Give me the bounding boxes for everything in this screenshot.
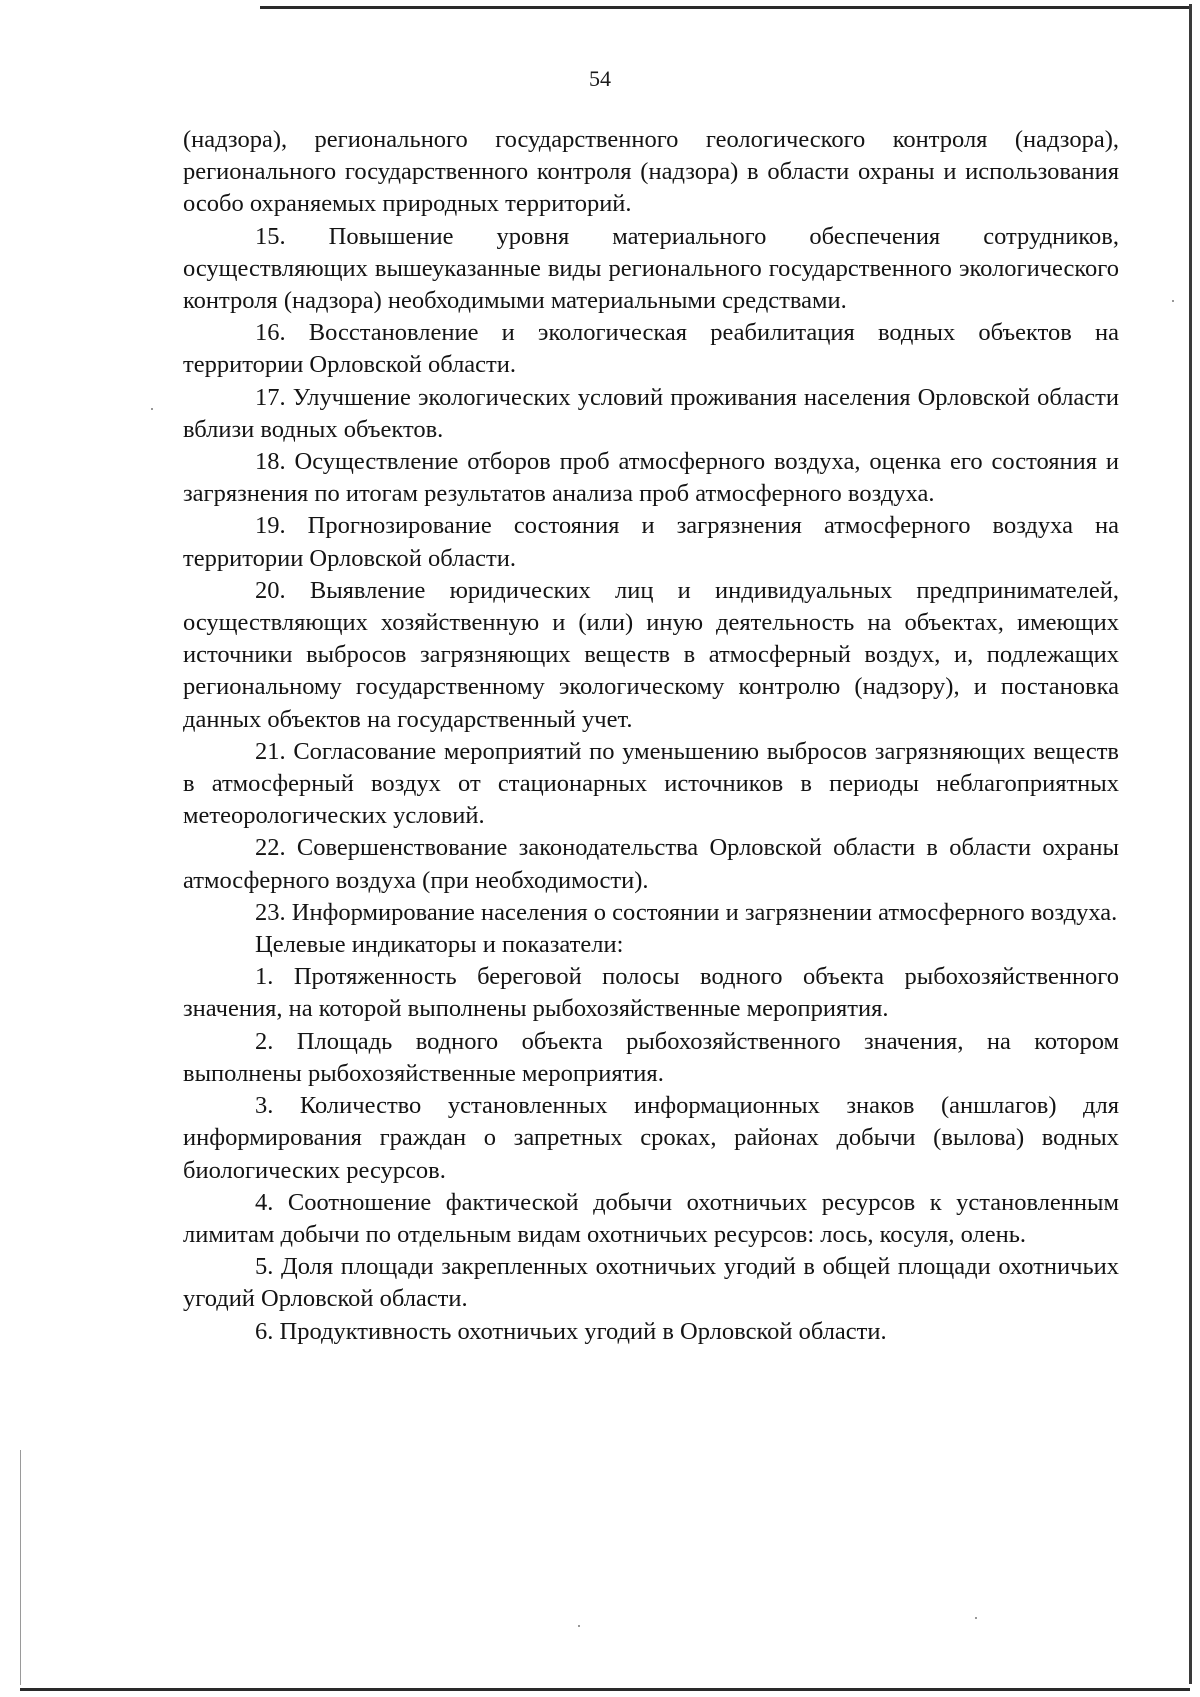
scan-speck (1172, 300, 1174, 302)
paragraph: 20. Выявление юридических лиц и индивидуальных предпринимателей, осуществляющих хозяйственную и (или) иную деятельность на объектах, имеющих источники выбросов загрязняющих веществ в атмосферный воздух, и, подлежащих региональному государственному экологическому контролю (надзору), и постановка данных объектов на государственный учет. (183, 576, 1119, 733)
paragraph: 1. Протяженность береговой полосы водного объекта рыбохозяйственного значения, на которой выполнены рыбохозяйственные мероприятия. (183, 963, 1119, 1023)
document-body (183, 124, 1119, 1348)
page-number: 54 (589, 66, 611, 91)
paragraph: 3. Количество установленных информационных знаков (аншлагов) для информирования граждан о запретных сроках, районах добычи (вылова) водных биологических ресурсов. (183, 1092, 1119, 1184)
scan-edge-bottom (20, 1688, 1190, 1691)
paragraph: 18. Осуществление отборов проб атмосферного воздуха, оценка его состояния и загрязнения по итогам результатов анализа проб атмосферного воздуха. (183, 448, 1119, 508)
paragraph: 23. Информирование населения о состоянии и загрязнении атмосферного воздуха. (255, 898, 1118, 926)
paragraph: 21. Согласование мероприятий по уменьшению выбросов загрязняющих веществ в атмосферный воздух от стационарных источников в периоды неблагоприятных метеорологических условий. (183, 737, 1119, 830)
paragraph: (надзора), регионального государственного геологического контроля (надзора), регионального государственного контроля (надзора) в области охраны и использования особо охраняемых природных территорий. (183, 126, 1119, 218)
paragraph: 15. Повышение уровня материального обеспечения сотрудников, осуществляющих вышеуказанные виды регионального государственного экологического контроля (надзора) необходимыми материальными средствами. (183, 222, 1119, 315)
paragraph: 16. Восстановление и экологическая реабилитация водных объектов на территории Орловской области. (183, 319, 1119, 379)
scan-speck (975, 1617, 977, 1619)
paragraph: 5. Доля площади закрепленных охотничьих угодий в общей площади охотничьих угодий Орловской области. (183, 1253, 1119, 1313)
scan-speck (578, 1625, 580, 1627)
paragraph: 2. Площадь водного объекта рыбохозяйственного значения, на котором выполнены рыбохозяйственные мероприятия. (183, 1027, 1119, 1087)
paragraph: 19. Прогнозирование состояния и загрязнения атмосферного воздуха на территории Орловской области. (183, 512, 1119, 572)
paragraph: 6. Продуктивность охотничьих угодий в Орловской области. (255, 1317, 887, 1345)
section-heading: Целевые индикаторы и показатели: (255, 931, 624, 959)
scan-speck (151, 408, 153, 410)
scan-edge-left (20, 1450, 21, 1685)
paragraph: 17. Улучшение экологических условий проживания населения Орловской области вблизи водных объектов. (183, 383, 1119, 443)
paragraph: 22. Совершенствование законодательства Орловской области в области охраны атмосферного воздуха (при необходимости). (183, 834, 1119, 894)
scan-edge-right (1189, 4, 1192, 1684)
scan-edge-top (260, 6, 1190, 9)
paragraph: 4. Соотношение фактической добычи охотничьих ресурсов к установленным лимитам добычи по отдельным видам охотничьих ресурсов: лось, косуля, олень. (183, 1188, 1119, 1248)
